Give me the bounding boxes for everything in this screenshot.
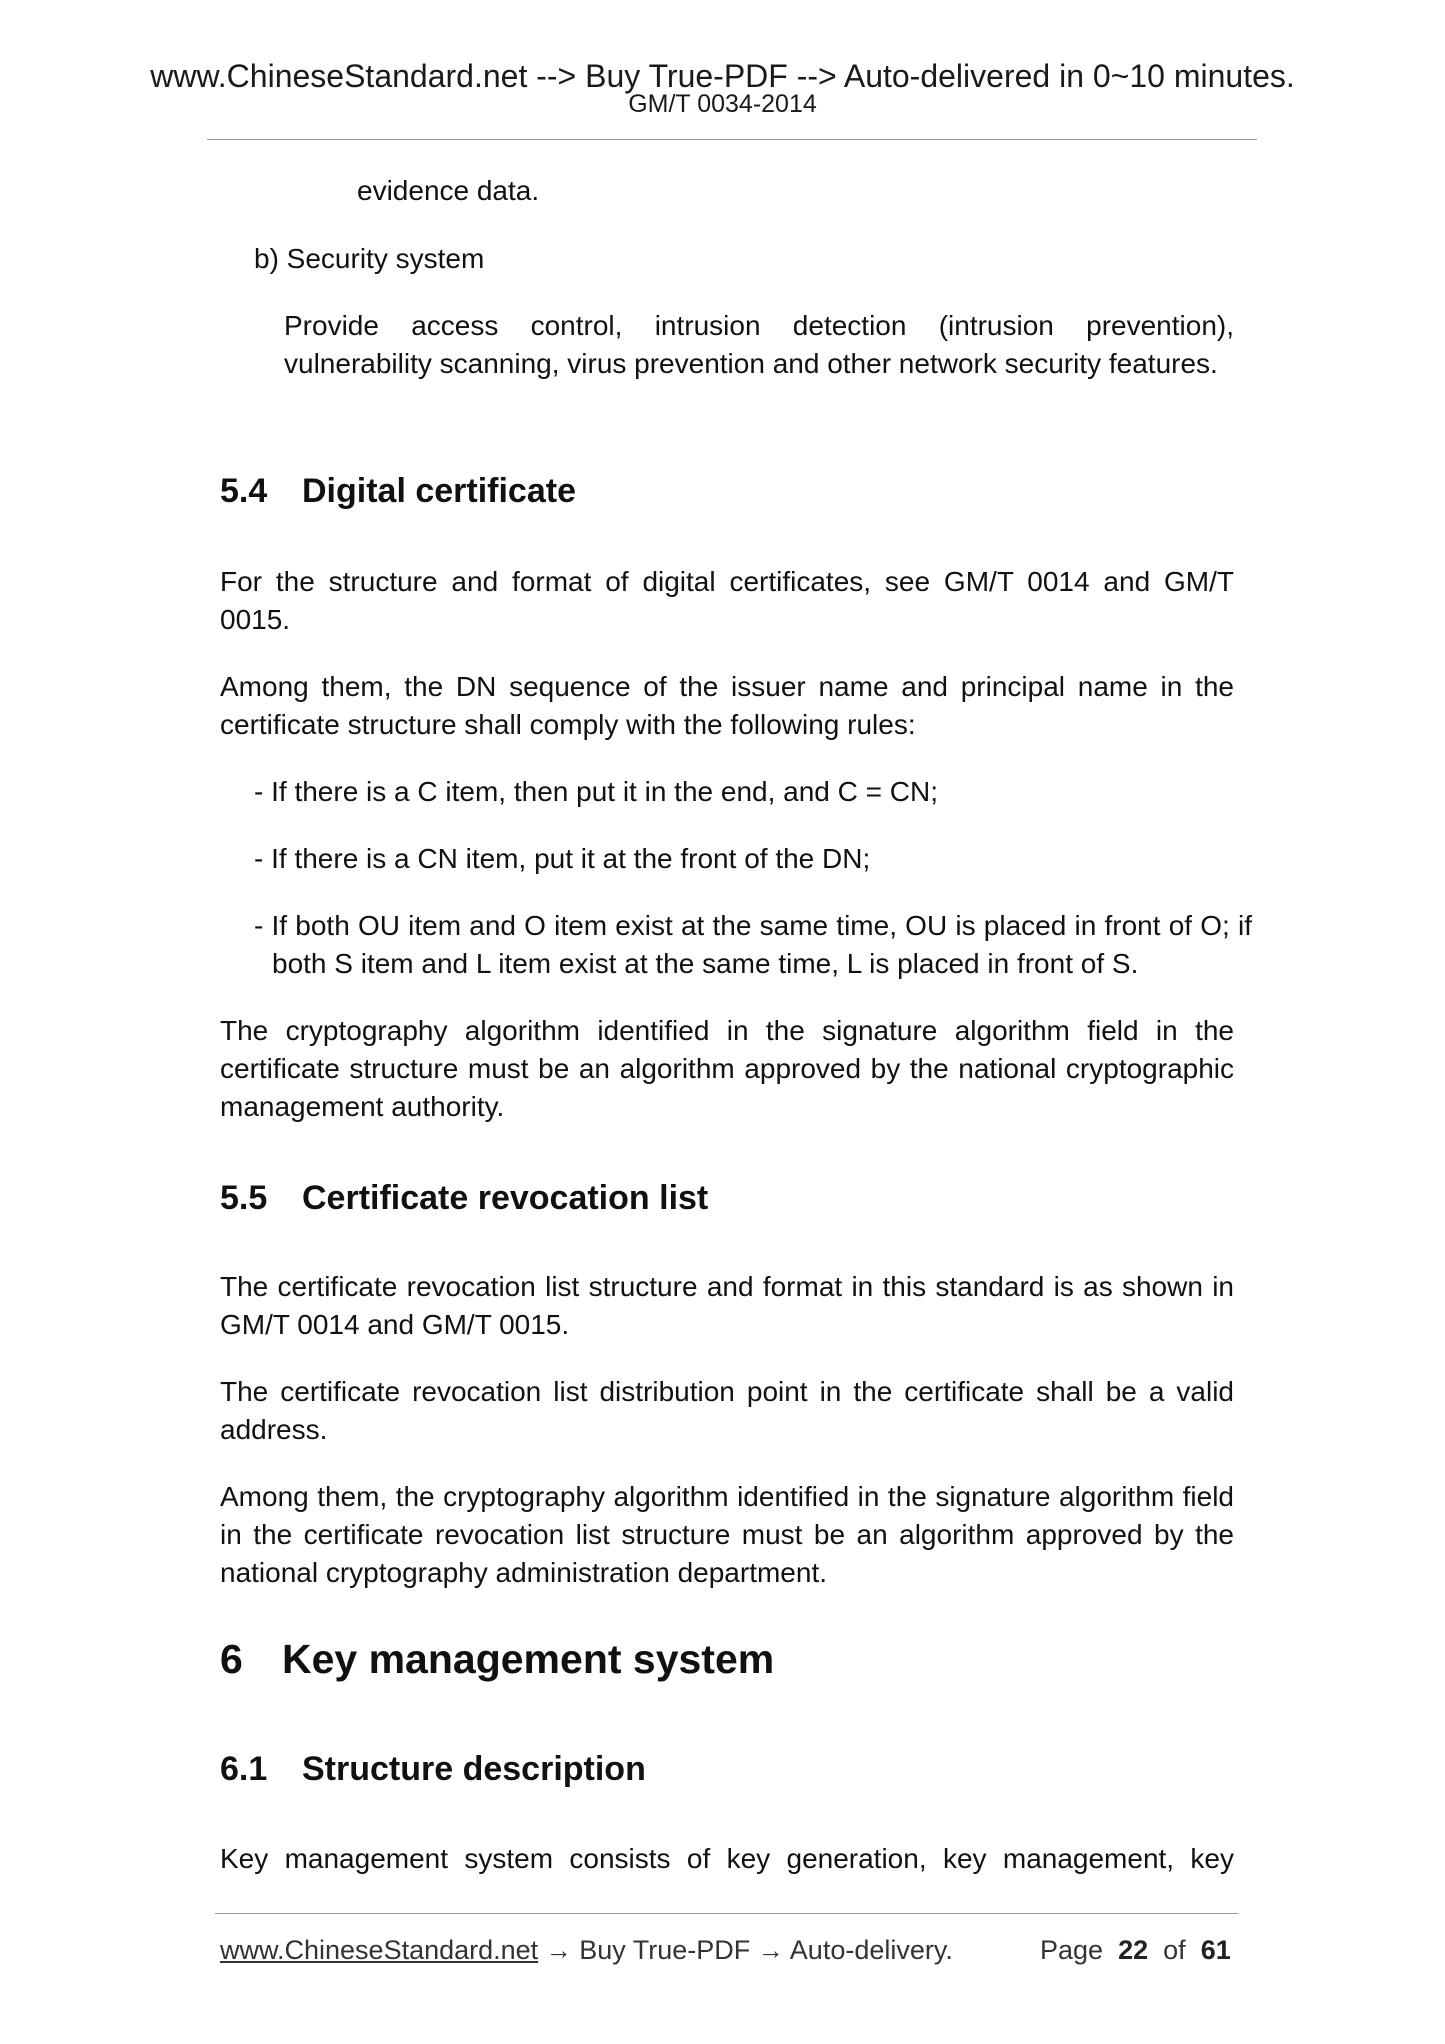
- footer-buy-text: Buy True-PDF: [579, 1935, 751, 1965]
- section-6-heading: [220, 1636, 774, 1682]
- footer-delivery-text: Auto-delivery.: [789, 1935, 953, 1965]
- footer-rule: [215, 1913, 1238, 1914]
- arrow-right-icon: →: [545, 1935, 572, 1965]
- section-5-4-para-1: For the structure and format of digital certificates, see GM/T 0014 and GM/T 0015.: [220, 566, 1234, 635]
- section-title: Digital certificate: [302, 472, 576, 510]
- footer-left: [220, 1933, 953, 1967]
- footer-site-link[interactable]: www.ChineseStandard.net: [220, 1935, 539, 1965]
- section-5-5-para-1: The certificate revocation list structure and format in this standard is as shown in GM/T 0014 and GM/T 0015.: [220, 1271, 1234, 1340]
- page-label: Page: [1040, 1935, 1104, 1965]
- dn-rule-2: - If there is a CN item, put it at the front of the DN;: [254, 843, 871, 874]
- top-banner: www.ChineseStandard.net --> Buy True-PDF --> Auto-delivered in 0~10 minutes.: [150, 58, 1295, 94]
- section-5-4-para-2: Among them, the DN sequence of the issuer name and principal name in the certificate structure shall comply with the following rules:: [220, 671, 1234, 740]
- section-number: 5.5: [220, 1179, 268, 1217]
- dn-rule-1: - If there is a C item, then put it in the end, and C = CN;: [254, 776, 939, 807]
- section-5-5-para-3: Among them, the cryptography algorithm identified in the signature algorithm field in the certificate revocation list structure must be an algorithm approved by the national cryptography administration department.: [220, 1481, 1234, 1588]
- item-b-title: b) Security system: [254, 243, 485, 274]
- item-b-text: Provide access control, intrusion detection (intrusion prevention), vulnerability scanning, virus prevention and other network security features.: [284, 310, 1234, 379]
- section-title: Key management system: [282, 1636, 775, 1682]
- section-title: Structure description: [302, 1750, 646, 1788]
- continuation-text: evidence data.: [357, 175, 540, 206]
- total-pages: 61: [1200, 1935, 1231, 1965]
- section-6-1-para-1: Key management system consists of key generation, key management, key: [220, 1843, 1234, 1874]
- dn-rule-3: - If both OU item and O item exist at the same time, OU is placed in front of O; if both S item and L item exist at the same time, L is placed in front of S.: [254, 910, 1252, 979]
- section-number: 5.4: [220, 472, 268, 510]
- page-number: 22: [1118, 1935, 1149, 1965]
- arrow-right-icon: →: [757, 1935, 784, 1965]
- section-5-5-heading: [220, 1178, 708, 1218]
- section-number: 6.1: [220, 1750, 268, 1788]
- section-title: Certificate revocation list: [302, 1179, 709, 1217]
- of-label: of: [1163, 1935, 1186, 1965]
- section-5-4-para-3: The cryptography algorithm identified in the signature algorithm field in the certificate structure must be an algorithm approved by the national cryptographic management authority.: [220, 1015, 1234, 1122]
- section-6-1-heading: [220, 1749, 646, 1789]
- section-5-4-heading: [220, 471, 576, 511]
- section-5-5-para-2: The certificate revocation list distribution point in the certificate shall be a valid address.: [220, 1376, 1234, 1445]
- section-number: 6: [220, 1636, 243, 1682]
- header-rule: [207, 139, 1257, 140]
- standard-code: GM/T 0034-2014: [628, 90, 817, 118]
- page-indicator: [1040, 1933, 1231, 1967]
